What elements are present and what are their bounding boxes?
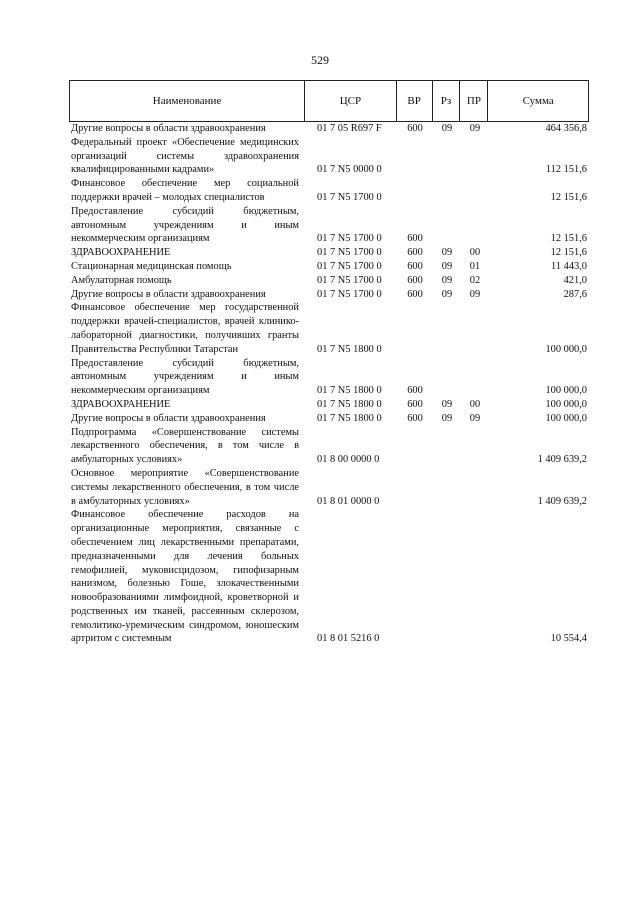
- row-rz: 09: [441, 274, 453, 286]
- row-sum: 421,0: [563, 274, 587, 286]
- budget-table: [69, 80, 589, 646]
- table-row: [69, 288, 589, 302]
- row-vr: [397, 467, 433, 508]
- row-name: Федеральный проект «Обеспечение медицинских организаций системы здравоохранения квалифицированными кадрами»: [71, 136, 299, 176]
- row-vr: 600: [407, 123, 423, 134]
- row-sum: 287,6: [563, 288, 587, 300]
- row-name: Другие вопросы в области здравоохранения: [71, 412, 266, 424]
- row-csr: 01 7 N5 1700 0: [317, 288, 382, 300]
- row-name: Предоставление субсидий бюджетным, автономным учреждениям и иным некоммерческим организациям: [71, 357, 299, 397]
- header-vr: ВР: [397, 81, 433, 121]
- row-vr: 600: [407, 398, 423, 410]
- row-vr: [397, 177, 433, 205]
- row-sum: 100 000,0: [545, 412, 587, 424]
- row-vr: 600: [407, 247, 423, 259]
- row-rz: [433, 177, 461, 205]
- table-row: [69, 508, 589, 646]
- row-sum: 100 000,0: [545, 343, 587, 355]
- row-csr: 01 7 N5 1800 0: [317, 412, 382, 424]
- row-csr: 01 7 N5 1700 0: [317, 260, 382, 272]
- row-csr: 01 7 N5 1800 0: [317, 343, 382, 355]
- row-name: Финансовое обеспечение расходов на организационные мероприятия, связанные с обеспечением лиц лекарственными препаратами, предназначенными для лечения больных гемофилией, муковисцидозом, гипофизарным нанизмом, болезнью Гоше, злокачественными новообразованиями лимфоидной, кроветворной и родственных им тканей, рассеянным склерозом, гемолитико-уремическим синдромом, юношеским артритом с системным: [71, 509, 299, 645]
- table-row: [69, 177, 589, 205]
- row-vr: 600: [407, 288, 423, 300]
- row-name: Подпрограмма «Совершенствование системы лекарственного обеспечения, в том числе в амбулаторных условиях»: [71, 426, 299, 466]
- row-name: Амбулаторная помощь: [71, 274, 172, 286]
- row-sum: 1 409 639,2: [537, 454, 587, 466]
- row-pr: 02: [469, 274, 481, 286]
- row-rz: [433, 426, 461, 467]
- row-name: ЗДРАВООХРАНЕНИЕ: [71, 398, 171, 410]
- header-pr: ПР: [460, 81, 488, 121]
- row-csr: 01 8 00 0000 0: [317, 454, 380, 466]
- row-name: Основное мероприятие «Совершенствование системы лекарственного обеспечения, в том числе в амбулаторных условиях»: [71, 467, 299, 507]
- row-pr: 00: [469, 247, 481, 259]
- row-vr: [397, 426, 433, 467]
- row-pr: [461, 426, 489, 467]
- row-rz: 09: [441, 247, 453, 259]
- header-csr: ЦСР: [305, 81, 397, 121]
- table-row: [69, 357, 589, 398]
- row-sum: 464 356,8: [545, 123, 587, 134]
- table-row: [69, 426, 589, 467]
- row-rz: [433, 357, 461, 398]
- row-pr: [461, 357, 489, 398]
- table-row: [69, 301, 589, 356]
- row-sum: 100 000,0: [545, 385, 587, 397]
- row-vr: 600: [407, 260, 423, 272]
- row-csr: 01 8 01 5216 0: [317, 633, 380, 645]
- row-sum: 100 000,0: [545, 398, 587, 410]
- row-name: Финансовое обеспечение мер социальной поддержки врачей – молодых специалистов: [71, 178, 299, 203]
- table-row: [69, 246, 589, 260]
- row-vr: [397, 136, 433, 177]
- row-sum: 1 409 639,2: [537, 495, 587, 507]
- row-csr: 01 7 05 R697 F: [317, 123, 382, 134]
- table-row: [69, 274, 589, 288]
- table-row: [69, 260, 589, 274]
- header-sum: Сумма: [522, 95, 554, 107]
- row-name: Предоставление субсидий бюджетным, автономным учреждениям и иным некоммерческим организациям: [71, 205, 299, 245]
- row-pr: [461, 205, 489, 246]
- table-row: [69, 122, 589, 136]
- row-rz: 09: [441, 123, 453, 134]
- table-row: [69, 136, 589, 177]
- row-rz: [433, 136, 461, 177]
- table-row: [69, 412, 589, 426]
- row-vr: 600: [407, 233, 423, 245]
- header-rz: Рз: [433, 81, 461, 121]
- row-rz: 09: [441, 412, 453, 424]
- row-csr: 01 7 N5 1700 0: [317, 191, 382, 203]
- row-pr: [461, 177, 489, 205]
- row-vr: [397, 301, 433, 356]
- row-rz: 09: [441, 288, 453, 300]
- table-row: [69, 398, 589, 412]
- row-pr: [461, 136, 489, 177]
- row-rz: [433, 301, 461, 356]
- row-csr: 01 7 N5 1700 0: [317, 274, 382, 286]
- row-sum: 11 443,0: [551, 260, 587, 272]
- row-name: Другие вопросы в области здравоохранения: [71, 123, 266, 134]
- row-csr: 01 7 N5 1800 0: [317, 398, 382, 410]
- table-body: [69, 122, 589, 646]
- row-rz: [433, 205, 461, 246]
- row-pr: 09: [469, 412, 481, 424]
- row-name: Стационарная медицинская помощь: [71, 260, 232, 272]
- row-csr: 01 7 N5 1800 0: [317, 385, 382, 397]
- row-sum: 112 151,6: [545, 164, 587, 176]
- row-rz: [433, 467, 461, 508]
- row-rz: [433, 508, 461, 646]
- row-rz: 09: [441, 260, 453, 272]
- row-vr: 600: [407, 412, 423, 424]
- row-pr: 09: [469, 123, 481, 134]
- header-name: Наименование: [70, 81, 305, 121]
- row-pr: [461, 301, 489, 356]
- row-csr: 01 7 N5 1700 0: [317, 247, 382, 259]
- row-name: Другие вопросы в области здравоохранения: [71, 288, 266, 300]
- row-sum: 10 554,4: [550, 633, 587, 645]
- row-name: Финансовое обеспечение мер государственной поддержки врачей-специалистов, врачей клинико-лабораторной диагностики, получивших гранты Правительства Республики Татарстан: [71, 302, 299, 355]
- table-row: [69, 205, 589, 246]
- row-vr: 600: [407, 274, 423, 286]
- row-csr: 01 7 N5 1700 0: [317, 233, 382, 245]
- row-csr: 01 7 N5 0000 0: [317, 164, 382, 176]
- row-sum: 12 151,6: [550, 233, 587, 245]
- row-vr: 600: [407, 385, 423, 397]
- row-pr: [461, 508, 489, 646]
- table-row: [69, 467, 589, 508]
- row-pr: 01: [469, 260, 481, 272]
- row-csr: 01 8 01 0000 0: [317, 495, 380, 507]
- row-rz: 09: [441, 398, 453, 410]
- row-pr: [461, 467, 489, 508]
- row-pr: 09: [469, 288, 481, 300]
- table-header: [69, 80, 589, 122]
- row-name: ЗДРАВООХРАНЕНИЕ: [71, 247, 171, 259]
- row-pr: 00: [469, 398, 481, 410]
- row-vr: [397, 508, 433, 646]
- row-sum: 12 151,6: [550, 191, 587, 203]
- page-number: 529: [311, 53, 329, 67]
- row-sum: 12 151,6: [550, 247, 587, 259]
